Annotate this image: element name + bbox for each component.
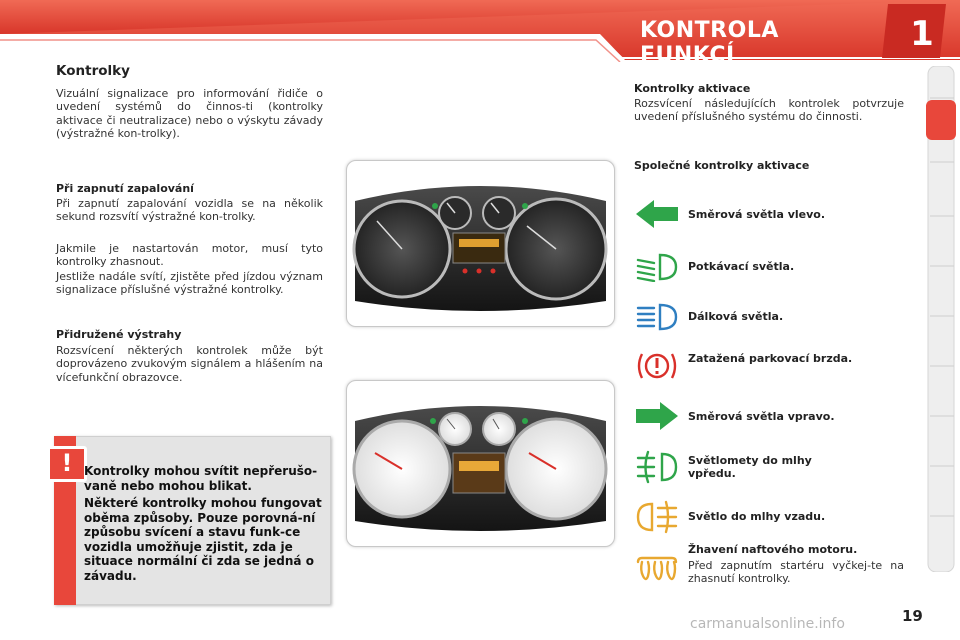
- item-label-glow-plug: Žhavení naftového motoru.: [688, 543, 858, 556]
- high-beam-icon: [634, 302, 680, 332]
- item-label-parking-brake: Zatažená parkovací brzda.: [688, 352, 853, 365]
- front-fog-icon: [634, 450, 680, 484]
- item-label-turn-right: Směrová světla vpravo.: [688, 410, 835, 423]
- chapter-number: 1: [910, 14, 934, 54]
- subheading-ignition: Při zapnutí zapalování: [56, 182, 194, 195]
- item-label-low-beam: Potkávací světla.: [688, 260, 795, 273]
- instrument-cluster-dark: [346, 160, 615, 327]
- parking-brake-icon: [634, 348, 680, 384]
- warning-text-1: Kontrolky mohou svítit nepřerušo-vaně nebo mohou blikat.: [84, 464, 318, 493]
- warning-text-2: Některé kontrolky mohou fungovat oběma způsoby. Pouze porovná-ní způsobu svícení a stavu funk-ce vozidla umožňuje zjistit, zda je situace normální či zda se jedná o závadu.: [84, 496, 322, 583]
- item-label-front-fog: Světlomety do mlhy vpředu.: [688, 454, 812, 481]
- page-number: 19: [902, 607, 923, 625]
- ignition-paragraph-2: Jakmile je nastartován motor, musí tyto kontrolky zhasnout.: [56, 242, 323, 269]
- item-label-high-beam: Dálková světla.: [688, 310, 784, 323]
- subheading-assoc: Přidružené výstrahy: [56, 328, 182, 341]
- glow-plug-description: Před zapnutím startéru vyčkej-te na zhasnutí kontrolky.: [688, 559, 904, 586]
- activation-intro: Rozsvícení následujících kontrolek potvrzuje uvedení příslušného systému do činnosti.: [634, 97, 904, 124]
- instrument-cluster-light: [346, 380, 615, 547]
- item-label-rear-fog: Světlo do mlhy vzadu.: [688, 510, 826, 523]
- ignition-paragraph-3: Jestliže nadále svítí, zjistěte před jízdou význam signalizace příslušné výstražné kontrolky.: [56, 270, 323, 297]
- turn-left-arrow-icon: [634, 198, 680, 230]
- section-heading-kontrolky: Kontrolky: [56, 63, 130, 79]
- page-title: KONTROLA FUNKCÍ: [640, 18, 779, 68]
- item-label-turn-left: Směrová světla vlevo.: [688, 208, 826, 221]
- watermark: carmanualsonline.info: [690, 616, 845, 632]
- subheading-common-activation: Společné kontrolky aktivace: [634, 159, 810, 172]
- section-heading-activation: Kontrolky aktivace: [634, 82, 751, 95]
- low-beam-icon: [634, 252, 680, 282]
- rear-fog-icon: [634, 500, 680, 534]
- glow-plug-icon: [634, 556, 680, 582]
- instrument-cluster-dark-drawing: [347, 161, 614, 326]
- turn-right-arrow-icon: [634, 400, 680, 432]
- intro-paragraph: Vizuální signalizace pro informování řidiče o uvedení systémů do činnos-ti (kontrolky aktivace či neutralizace) nebo o výskytu závady (výstražné kon-trolky).: [56, 87, 323, 141]
- ignition-paragraph-1: Při zapnutí zapalování vozidla se na několik sekund rozsvítí výstražné kon-trolky.: [56, 197, 323, 224]
- warning-exclamation-icon: !: [47, 446, 87, 482]
- assoc-paragraph: Rozsvícení některých kontrolek může být doprovázeno zvukovým signálem a hlášením na vícefunkční obrazovce.: [56, 344, 323, 384]
- instrument-cluster-light-drawing: [347, 381, 614, 546]
- chapter-tabs[interactable]: [926, 66, 956, 572]
